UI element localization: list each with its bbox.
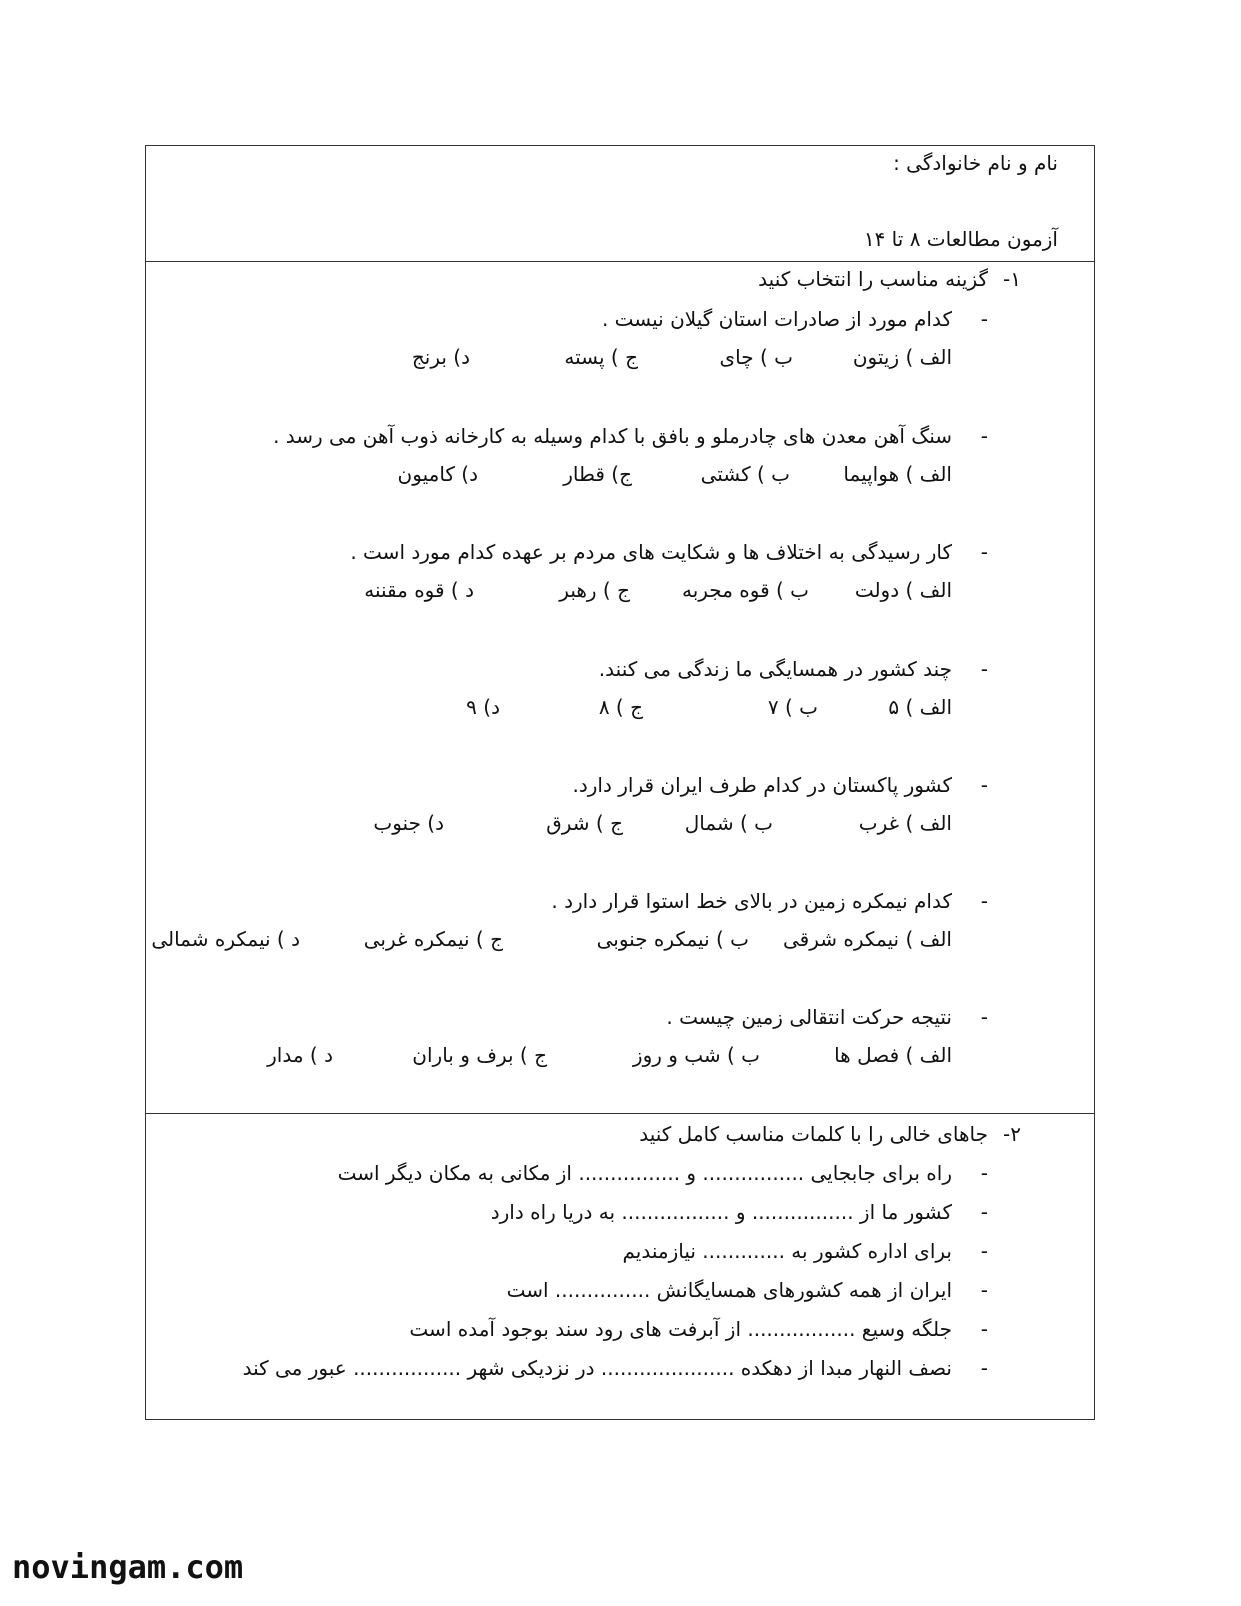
- answer-option[interactable]: د) کامیون: [397, 462, 478, 486]
- answer-option[interactable]: د) برنج: [411, 345, 470, 369]
- section2-title: جاهای خالی را با کلمات مناسب کامل کنید: [639, 1122, 988, 1146]
- question-text: کدام مورد از صادرات استان گیلان نیست .: [601, 307, 952, 331]
- fill-blank-sentence: راه برای جابجایی ................ و ................ از مکانی به مکان دیگر است: [337, 1161, 952, 1185]
- answer-option[interactable]: ب ) قوه مجربه: [681, 578, 809, 602]
- question-dash: -: [980, 657, 988, 681]
- answer-option[interactable]: ج ) ۸: [598, 695, 643, 719]
- fill-blank-sentence: نصف النهار مبدا از دهکده ..................... در نزدیکی شهر ................. عبور می کند: [242, 1356, 952, 1380]
- section-divider: [146, 1113, 1094, 1114]
- watermark: novingam.com: [12, 1548, 244, 1586]
- answer-option[interactable]: ج ) نیمکره غربی: [363, 927, 503, 951]
- answer-option[interactable]: د ) مدار: [267, 1043, 333, 1067]
- answer-option[interactable]: الف ) نیمکره شرقی: [783, 927, 952, 951]
- answer-option[interactable]: د) ۹: [466, 695, 500, 719]
- section1-title: گزینه مناسب را انتخاب کنید: [758, 267, 988, 291]
- question-text: نتیجه حرکت انتقالی زمین چیست .: [666, 1005, 952, 1029]
- answer-option[interactable]: ج ) رهبر: [559, 578, 630, 602]
- fill-dash: -: [980, 1278, 988, 1302]
- answer-option[interactable]: د ) نیمکره شمالی: [151, 927, 300, 951]
- answer-option[interactable]: الف ) فصل ها: [834, 1043, 952, 1067]
- answer-option[interactable]: ب ) کشتی: [700, 462, 790, 486]
- fill-dash: -: [980, 1200, 988, 1224]
- answer-option[interactable]: ج ) برف و باران: [412, 1043, 547, 1067]
- answer-option[interactable]: ب ) ۷: [767, 695, 818, 719]
- fill-blank-sentence: برای اداره کشور به ............. نیازمندیم: [622, 1239, 952, 1263]
- question-dash: -: [980, 889, 988, 913]
- fill-blank-sentence: ایران از همه کشورهای همسایگانش ............... است: [506, 1278, 952, 1302]
- answer-option[interactable]: د ) قوه مقننه: [364, 578, 474, 602]
- fill-blank-sentence: کشور ما از ................ و ................. به دریا راه دارد: [490, 1200, 952, 1224]
- question-dash: -: [980, 1005, 988, 1029]
- answer-option[interactable]: ب ) شمال: [684, 811, 773, 835]
- answer-option[interactable]: الف ) غرب: [858, 811, 952, 835]
- question-dash: -: [980, 773, 988, 797]
- answer-option[interactable]: ج ) پسته: [564, 345, 638, 369]
- answer-option[interactable]: الف ) ۵: [888, 695, 952, 719]
- fill-dash: -: [980, 1317, 988, 1341]
- question-dash: -: [980, 307, 988, 331]
- name-label: نام و نام خانوادگی :: [893, 151, 1058, 175]
- fill-dash: -: [980, 1239, 988, 1263]
- exam-title: آزمون مطالعات ۸ تا ۱۴: [863, 227, 1058, 251]
- answer-option[interactable]: ب ) شب و روز: [632, 1043, 760, 1067]
- answer-option[interactable]: ج ) شرق: [546, 811, 623, 835]
- fill-blank-sentence: جلگه وسیع ................. از آبرفت های رود سند بوجود آمده است: [409, 1317, 952, 1341]
- fill-dash: -: [980, 1161, 988, 1185]
- answer-option[interactable]: الف ) هواپیما: [843, 462, 952, 486]
- answer-option[interactable]: ج) قطار: [563, 462, 632, 486]
- answer-option[interactable]: ب ) چای: [719, 345, 793, 369]
- header-divider: [146, 261, 1094, 262]
- answer-option[interactable]: د) جنوب: [373, 811, 444, 835]
- question-dash: -: [980, 540, 988, 564]
- section2-number: ۲-: [1003, 1122, 1021, 1146]
- answer-option[interactable]: الف ) دولت: [854, 578, 952, 602]
- fill-dash: -: [980, 1356, 988, 1380]
- question-text: کار رسیدگی به اختلاف ها و شکایت های مردم بر عهده کدام مورد است .: [350, 540, 952, 564]
- question-dash: -: [980, 424, 988, 448]
- question-text: کدام نیمکره زمین در بالای خط استوا قرار دارد .: [551, 889, 952, 913]
- answer-option[interactable]: الف ) زیتون: [852, 345, 952, 369]
- section1-number: ۱-: [1003, 267, 1021, 291]
- answer-option[interactable]: ب ) نیمکره جنوبی: [596, 927, 749, 951]
- question-text: سنگ آهن معدن های چادرملو و بافق با کدام وسیله به کارخانه ذوب آهن می رسد .: [273, 424, 952, 448]
- question-text: کشور پاکستان در کدام طرف ایران قرار دارد.: [572, 773, 952, 797]
- question-text: چند کشور در همسایگی ما زندگی می کنند.: [598, 657, 952, 681]
